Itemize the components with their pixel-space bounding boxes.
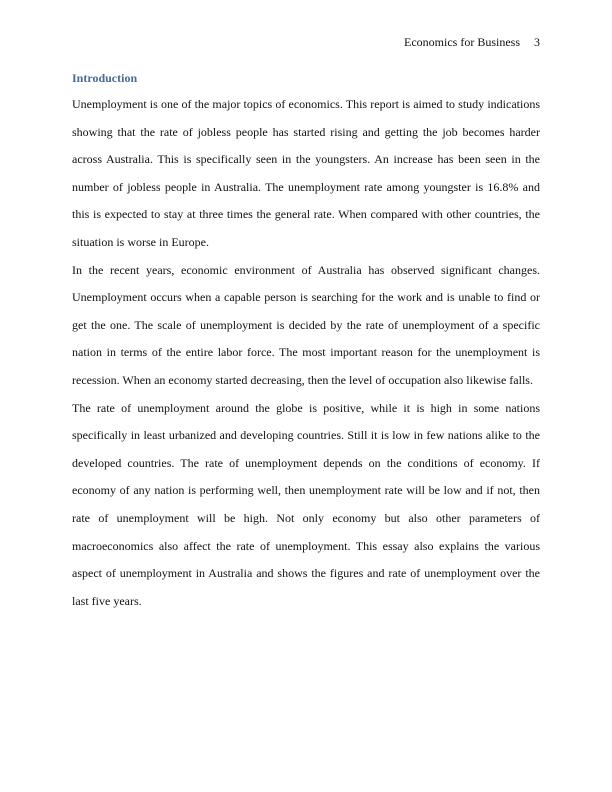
paragraph [72,257,540,395]
text-line: In the recent years, economic environment of Australia has observed significant changes. [72,262,540,277]
text-line: economy of any nation is performing well, then unemployment rate will be low and if not, then [72,483,540,498]
paragraph [72,91,540,257]
document-body [72,91,540,615]
paragraph [72,395,540,616]
section-heading: Introduction [72,71,138,85]
text-line: recession. When an economy started decreasing, then the level of occupation also likewise falls. [72,372,533,387]
text-line: this is expected to stay at three times the general rate. When compared with other countries, the [72,207,540,222]
text-line: developed countries. The rate of unemployment depends on the conditions of economy. If [72,455,540,470]
text-line: nation in terms of the entire labor force. The most important reason for the unemployment is [72,345,540,360]
text-line: Unemployment occurs when a capable person is searching for the work and is unable to find or [72,290,540,305]
text-line: macroeconomics also affect the rate of unemployment. This essay also explains the various [72,538,540,553]
running-title: Economics for Business [404,35,520,49]
text-line: rate of unemployment will be high. Not only economy but also other parameters of [72,510,540,525]
page-number: 3 [534,35,540,49]
text-line: Unemployment is one of the major topics of economics. This report is aimed to study indications [72,97,540,111]
text-line: last five years. [72,593,142,608]
text-line: showing that the rate of jobless people has started rising and getting the job becomes harder [72,124,540,139]
text-line: specifically in least urbanized and developing countries. Still it is low in few nations alike to the [72,428,540,443]
text-line: The rate of unemployment around the globe is positive, while it is high in some nations [72,400,540,415]
page-header [404,35,540,50]
text-line: aspect of unemployment in Australia and shows the figures and rate of unemployment over the [72,566,540,581]
text-line: situation is worse in Europe. [72,234,209,249]
text-line: number of jobless people in Australia. The unemployment rate among youngster is 16.8% and [72,179,540,194]
text-line: get the one. The scale of unemployment is decided by the rate of unemployment of a specific [72,317,540,332]
text-line: across Australia. This is specifically seen in the youngsters. An increase has been seen in the [72,152,540,167]
